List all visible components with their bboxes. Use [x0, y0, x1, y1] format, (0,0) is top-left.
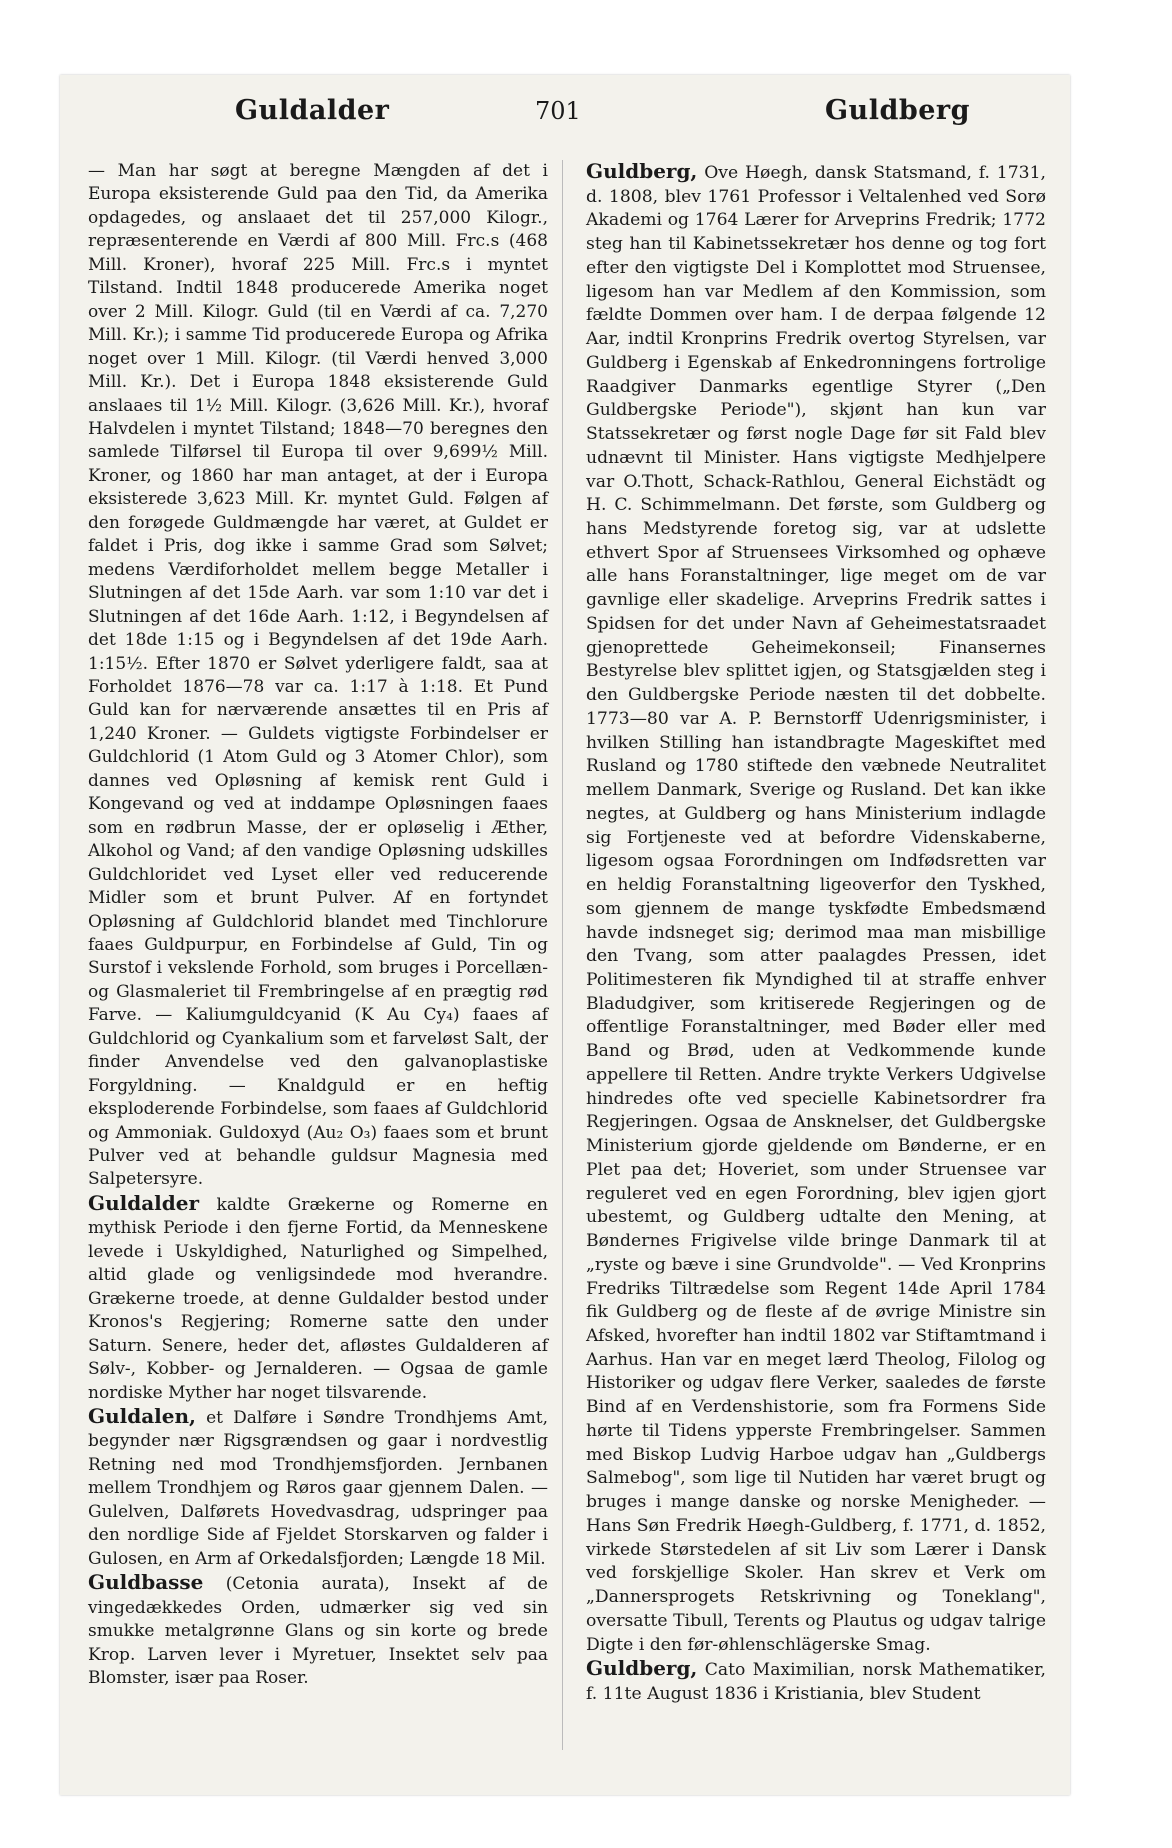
entry-text: et Dalføre i Søndre Trondhjems Amt, begynder nær Rigsgrændsen og gaar i nordvestlig Retning ned mod Trondhjemsfjorden. Jernbanen mellem Trondhjem og Røros gaar gjennem Dalen. — Gulelven, Dalførets Hovedvasdrag, udspringer paa den nordlige Side af Fjeldet Storskarven og falder i Gulosen, en Arm af Orkedalsfjorden; Længde 18 Mil. [88, 1408, 548, 1569]
entry-headword: Guldberg, [586, 159, 698, 183]
entry-paragraph [586, 160, 1046, 1657]
entry-text: Cato Maximilian, norsk Mathematiker, f. 11te August 1836 i Kristiania, blev Student [586, 1660, 1046, 1704]
running-header [60, 95, 1070, 135]
dictionary-page [60, 75, 1070, 1795]
left-column [88, 160, 548, 1690]
entry-headword: Guldalen, [88, 1404, 196, 1429]
entry-paragraph [88, 1571, 548, 1690]
entry-text: Ove Høegh, dansk Statsmand, f. 1731, d. 1808, blev 1761 Professor i Veltalenhed ved Sorø Akademi og 1764 Lærer for Arveprins Fredrik; 1772 steg han til Kabinetssekretær hos denne og tog fort efter den vigtigste Del i Komplottet mod Struensee, ligesom han var Medlem af den Kommission, som fældte Dommen over ham. I de derpaa følgende 12 Aar, indtil Kronprins Fredrik overtog Styrelsen, var Guldberg i Egenskab af Enkedronningens fortrolige Raadgiver Danmarks egentlige Styrer („Den Guldbergske Periode"), skjønt han kun var Statssekretær og først nogle Dage før sit Fald blev udnævnt til Minister. Hans vigtigste Medhjelpere var O.Thott, Schack-Rathlou, General Eichstädt og H. C. Schimmelmann. Det første, som Guldberg og hans Medstyrende foretog sig, var at udslette ethvert Spor af Struensees Virksomhed og ophæve alle hans Foranstaltninger, lige meget om de var gavnlige eller skadelige. Arveprins Fredrik sattes i Spidsen for det under Navn af Geheimestatsraadet gjenoprettede Geheimekonseil; Finansernes Bestyrelse blev splittet igjen, og Statsgjælden steg i den Guldbergske Periode næsten til det dobbelte. 1773—80 var A. P. Bernstorff Udenrigsminister, i hvilken Stilling han istandbragte Mageskiftet med Rusland og 1780 stiftede den væbnede Neutralitet mellem Danmark, Sverige og Rusland. Det kan ikke negtes, at Guldberg og hans Ministerium indlagde sig Fortjeneste ved at befordre Videnskaberne, ligesom ogsaa Forordningen om Indfødsretten var en heldig Foranstaltning ligeoverfor den Tyskhed, som gjennem de mange tyskfødte Embedsmænd havde indsneget sig; derimod maa man misbillige den Tvang, som atter paalagdes Pressen, idet Politimesteren fik Myndighed til at straffe enhver Bladudgiver, som kritiserede Regjeringen og de offentlige Foranstaltninger, med Bøder eller med Band og Brød, uden at Vedkommende kunde appellere til Retten. Andre trykte Verkers Udgivelse hindredes ofte ved specielle Kabinetsordrer fra Regjeringen. Ogsaa de Ansknelser, det Guldbergske Ministerium gjorde gjeldende om Bønderne, er en Plet paa det; Hoveriet, som under Struensee var reguleret ved en egen Forordning, blev igjen gjort ubestemt, og Guldberg udtalte den Mening, at Bøndernes Frigivelse vilde bringe Danmark til at „ryste og bæve i sine Grundvolde". — Ved Kronprins Fredriks Tiltrædelse som Regent 14de April 1784 fik Guldberg og de fleste af de øvrige Ministre sin Afsked, hvorefter han indtil 1802 var Stiftamtmand i Aarhus. Han var en meget lærd Theolog, Filolog og Historiker og udgav flere Verker, saaledes de første Bind af en Verdenshistorie, som fra Formens Side hørte til Tidens ypperste Frembringelser. Sammen med Biskop Ludvig Harboe udgav han „Guldbergs Salmebog", som lige til Nutiden har været brugt og bruges i mange danske og norske Menigheder. — Hans Søn Fredrik Høegh-Guldberg, f. 1771, d. 1852, virkede Størstedelen af sit Liv som Lærer i Dansk ved forskjellige Skoler. Han skrev et Verk om „Dannersprogets Retskrivning og Toneklang", oversatte Tibull, Terents og Plautus og udgav talrige Digte i den før-øhlenschlägerske Smag. [586, 163, 1046, 1655]
header-first-entry: Guldalder [235, 95, 390, 126]
entry-text: (Cetonia aurata), Insekt af de vingedækkedes Orden, udmærker sig ved sin smukke metalgrønne Glans og sin korte og brede Krop. Larven lever i Myretuer, Insektet selv paa Blomster, især paa Roser. [88, 1574, 548, 1688]
entry-text: kaldte Grækerne og Romerne en mythisk Periode i den fjerne Fortid, da Menneskene levede i Uskyldighed, Naturlighed og Simpelhed, altid glade og venligsindede mod hverandre. Grækerne troede, at denne Guldalder bestod under Kronos's Regjering; Romerne satte den under Saturn. Senere, heder det, afløstes Guldalderen af Sølv-, Kobber- og Jernalderen. — Ogsaa de gamle nordiske Myther har noget tilsvarende. [88, 1194, 548, 1403]
entry-headword: Guldbasse [88, 1570, 204, 1595]
entry-paragraph [88, 160, 548, 1192]
entry-headword: Guldberg, [586, 1656, 698, 1681]
entry-text: — Man har søgt at beregne Mængden af det i Europa eksisterende Guld paa den Tid, da Amerika opdagedes, og anslaaet det til 257,000 Kilogr., repræsenterende en Værdi af 800 Mill. Frc.s (468 Mill. Kroner), hvoraf 225 Mill. Frc.s i myntet Tilstand. Indtil 1848 producerede Amerika noget over 2 Mill. Kilogr. Guld (til en Værdi af ca. 7,270 Mill. Kr.); i samme Tid producerede Europa og Afrika noget over 1 Mill. Kilogr. (til Værdi henved 3,000 Mill. Kr.). Det i Europa 1848 eksisterende Guld anslaaes til 1½ Mill. Kilogr. (3,626 Mill. Kr.), hvoraf Halvdelen i myntet Tilstand; 1848—70 beregnes den samlede Tilførsel til Europa til over 9,699½ Mill. Kroner, og 1860 har man antaget, at der i Europa eksisterede 3,623 Mill. Kr. myntet Guld. Følgen af den forøgede Guldmængde har været, at Guldet er faldet i Pris, dog ikke i samme Grad som Sølvet; medens Værdiforholdet mellem begge Metaller i Slutningen af det 15de Aarh. var som 1:10 var det i Slutningen af det 16de Aarh. 1:12, i Begyndelsen af det 18de 1:15 og i Begyndelsen af det 19de Aarh. 1:15½. Efter 1870 er Sølvet yderligere faldt, saa at Forholdet 1876—78 var ca. 1:17 à 1:18. Et Pund Guld kan for nærværende ansættes til en Pris af 1,240 Kroner. — Guldets vigtigste Forbindelser er Guldchlorid (1 Atom Guld og 3 Atomer Chlor), som dannes ved Opløsning af kemisk rent Guld i Kongevand og ved at inddampe Opløsningen faaes som en rødbrun Masse, der er opløselig i Æther, Alkohol og Vand; af den vandige Opløsning udskilles Guldchloridet ved Lyset eller ved reducerende Midler som et brunt Pulver. Af en fortyndet Opløsning af Guldchlorid blandet med Tinchlorure faaes Guldpurpur, en Forbindelse af Guld, Tin og Surstof i vekslende Forhold, som bruges i Porcellæn- og Glasmaleriet til Frembringelse af en prægtig rød Farve. — Kaliumguldcyanid (K Au Cy₄) faaes af Guldchlorid og Cyankalium som et farveløst Salt, der finder Anvendelse ved den galvanoplastiske Forgyldning. — Knaldguld er en heftig eksploderende Forbindelse, som faaes af Guldchlorid og Ammoniak. Guldoxyd (Au₂ O₃) faaes som et brunt Pulver ved at behandle guldsur Magnesia med Salpetersyre. [88, 161, 548, 1190]
entry-paragraph [88, 1192, 548, 1405]
header-last-entry: Guldberg [825, 95, 970, 126]
entry-paragraph [586, 1657, 1046, 1706]
right-column [586, 160, 1046, 1707]
column-divider [562, 160, 563, 1750]
entry-paragraph [88, 1405, 548, 1571]
page-number: 701 [535, 97, 581, 125]
entry-headword: Guldalder [88, 1190, 200, 1215]
